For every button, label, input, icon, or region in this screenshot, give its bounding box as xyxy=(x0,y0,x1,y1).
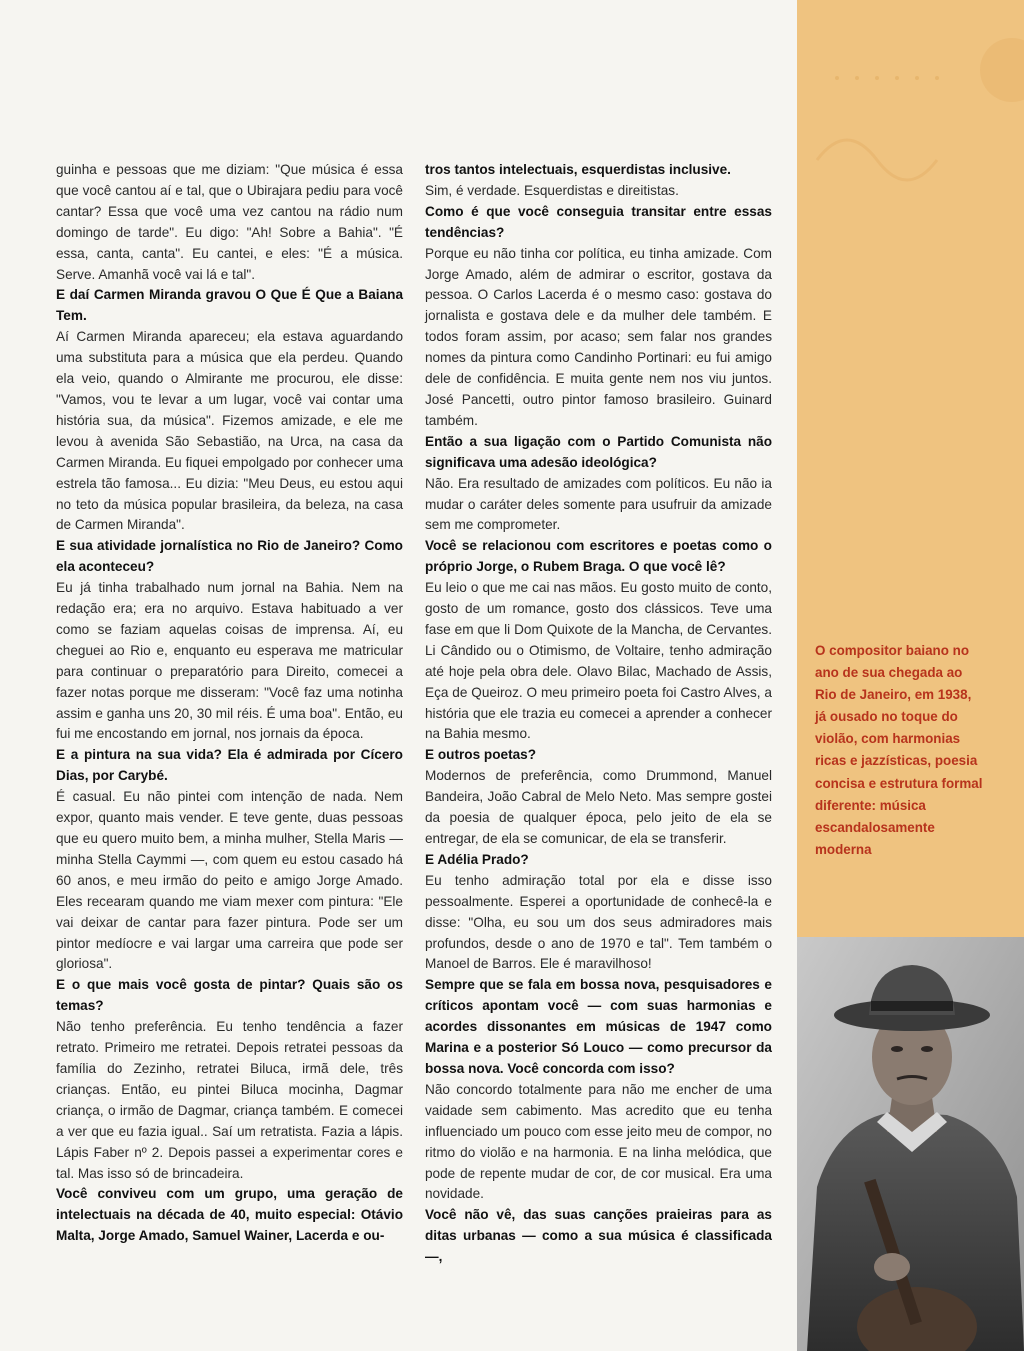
decorative-pattern xyxy=(797,0,1024,190)
photo-caption: O compositor baiano no ano de sua chegada ao Rio de Janeiro, em 1938, já ousado no toque do violão, com harmonias ricas e jazzísticas, poesia concisa e estrutura formal diferente: música escandalosamente moderna xyxy=(815,643,983,857)
interview-question: E o que mais você gosta de pintar? Quais são os temas? xyxy=(56,977,403,1014)
interview-answer: Não concordo totalmente para não me encher de uma vaidade sem cabimento. Mas acredito que eu tenha influenciado um pouco com esse jeito meu de compor, no ritmo do violão e na harmonia. E na linha melódica, que pode de repente mudar de cor, de cor musical. Era uma novidade. xyxy=(425,1081,772,1202)
interview-question: Você conviveu com um grupo, uma geração de intelectuais na década de 40, muito especial: Otávio Malta, Jorge Amado, Samuel Wainer, Lacerda e ou- xyxy=(56,1186,403,1244)
interview-question: Você não vê, das suas canções praieiras para as ditas urbanas — como a sua música é classificada —, xyxy=(425,1207,772,1265)
interview-answer: Eu leio o que me cai nas mãos. Eu gosto muito de conto, gosto de um romance, gosto dos clássicos. Teve uma fase em que li Dom Quixote de la Mancha, de Cervantes. Li Cândido ou o Otimismo, de Voltaire, tenho admiração até hoje pela obra dele. Olavo Bilac, Machado de Assis, Eça de Queiroz. O meu primeiro poeta foi Castro Alves, a história que ele trazia eu comecei a aprender a conhecer na Bahia mesmo. xyxy=(425,580,772,742)
photo xyxy=(797,937,1024,1351)
interview-answer: Sim, é verdade. Esquerdistas e direitistas. xyxy=(425,182,679,198)
interview-answer: Aí Carmen Miranda apareceu; ela estava aguardando uma substituta para a música que ela perdeu. Quando ela veio, quando o Almirante me procurou, ele disse: "Vamos, vou te levar a um lugar, você vai contar uma história sua, da música". Fizemos amizade, e ele me levou à avenida São Sebastião, na Urca, na casa da Carmen Miranda. Eu fiquei empolgado por conhecer uma estrela tão famosa... Eu dizia: "Meu Deus, eu estou aqui no teto da música popular brasileira, da beleza, na casa de Carmen Miranda". xyxy=(56,329,403,533)
right-column xyxy=(425,160,772,1268)
interview-answer: Modernos de preferência, como Drummond, Manuel Bandeira, João Cabral de Melo Neto. Mas sempre gostei da poesia de qualquer época, pelo jeito de ela se entregar, de ela se comunicar, de ela se transferir. xyxy=(425,768,772,846)
interview-question: Você se relacionou com escritores e poetas como o próprio Jorge, o Rubem Braga. O que você lê? xyxy=(425,538,772,575)
interview-question: Então a sua ligação com o Partido Comunista não significava uma adesão ideológica? xyxy=(425,433,772,470)
interview-answer: Não. Era resultado de amizades com políticos. Eu não ia mudar o caráter deles somente para usufruir da amizade sem me comprometer. xyxy=(425,475,772,533)
interview-question: E a pintura na sua vida? Ela é admirada por Cícero Dias, por Carybé. xyxy=(56,747,403,784)
interview-answer: Eu já tinha trabalhado num jornal na Bahia. Nem na redação era; era no arquivo. Estava habituado a ver como se faziam aquelas coisas de imprensa. Aí, eu cheguei ao Rio e, enquanto eu esperava me matricular para continuar o preparatório para Direito, comecei a fazer notas porque me disseram: "Você faz uma notinha assim e ganha uns 20, 30 mil réis. É uma boa". Então, eu fui me encostando em jornal, nos jornais da época. xyxy=(56,580,403,742)
man-with-hat-and-guitar-image xyxy=(797,937,1024,1351)
interview-answer: Não tenho preferência. Eu tenho tendência a fazer retrato. Primeiro me retratei. Depois retratei pessoas da família do Zezinho, retratei Biluca, irmã dele, três crianças. Então, eu pintei Biluca mocinha, Dagmar criança, o irmão de Dagmar, criança também. E comecei a ver que eu fazia igual.. Saí um retratista. Fazia a lápis. Lápis Faber nº 2. Depois passei a experimentar cores e tal. Mas isso só de brincadeira. xyxy=(56,1019,403,1181)
interview-answer: guinha e pessoas que me diziam: "Que música é essa que você cantou aí e tal, que o Ubirajara pediu para você cantar? Essa que você uma vez cantou na rádio num domingo de tarde". Eu digo: "Ah! Sobre a Bahia". "É essa, canta, canta". Eu cantei, e eles: "É a música. Serve. Amanhã você vai lá e tal". xyxy=(56,162,403,282)
interview-answer: Porque eu não tinha cor política, eu tinha amizade. Com Jorge Amado, além de admirar o escritor, gostava da pessoa. O Carlos Lacerda é o mesmo caso: gostava do jornalista e gostava dele e da mulher dele também. E todos foram assim, por acaso; sem falar nos grandes nomes da pintura como Candinho Portinari: eu fui amigo dele de confidência. E muita gente nem nos viu juntos. José Pancetti, outro pintor famoso brasileiro. Guinard também. xyxy=(425,245,772,428)
left-column xyxy=(56,160,403,1247)
interview-answer: Eu tenho admiração total por ela e disse isso pessoalmente. Esperei a oportunidade de conhecê-la e disse: "Olha, eu sou um dos seus admiradores mais profundos, desde o ano de 1970 e tal". Tem também o Manoel de Barros. Ele é maravilhoso! xyxy=(425,872,772,972)
interview-question: tros tantos intelectuais, esquerdistas inclusive. xyxy=(425,162,731,177)
interview-question: Sempre que se fala em bossa nova, pesquisadores e críticos apontam você — com suas harmonias e acordes dissonantes em músicas de 1947 como Marina e a posterior Só Louco — como precursor da bossa nova. Você concorda com isso? xyxy=(425,977,772,1076)
interview-question: E outros poetas? xyxy=(425,747,537,763)
interview-question: E daí Carmen Miranda gravou O Que É Que a Baiana Tem. xyxy=(56,287,403,324)
interview-answer: É casual. Eu não pintei com intenção de nada. Nem expor, quanto mais vender. E teve gente, duas pessoas que eu quero muito bem, a minha mulher, Stella Maris — minha Stella Caymmi —, com quem eu estou casado há 60 anos, e meu irmão do peito e amigo Jorge Amado. Eles recearam quando me viam mexer com pintura: "Ele vai deixar de cantar para fazer pintura. Pode ser um pintor medíocre e vai largar uma carreira que pode ser gloriosa". xyxy=(56,789,403,972)
interview-question: Como é que você conseguia transitar entre essas tendências? xyxy=(425,203,772,240)
interview-question: E sua atividade jornalística no Rio de Janeiro? Como ela aconteceu? xyxy=(56,538,403,575)
interview-question: E Adélia Prado? xyxy=(425,851,529,867)
